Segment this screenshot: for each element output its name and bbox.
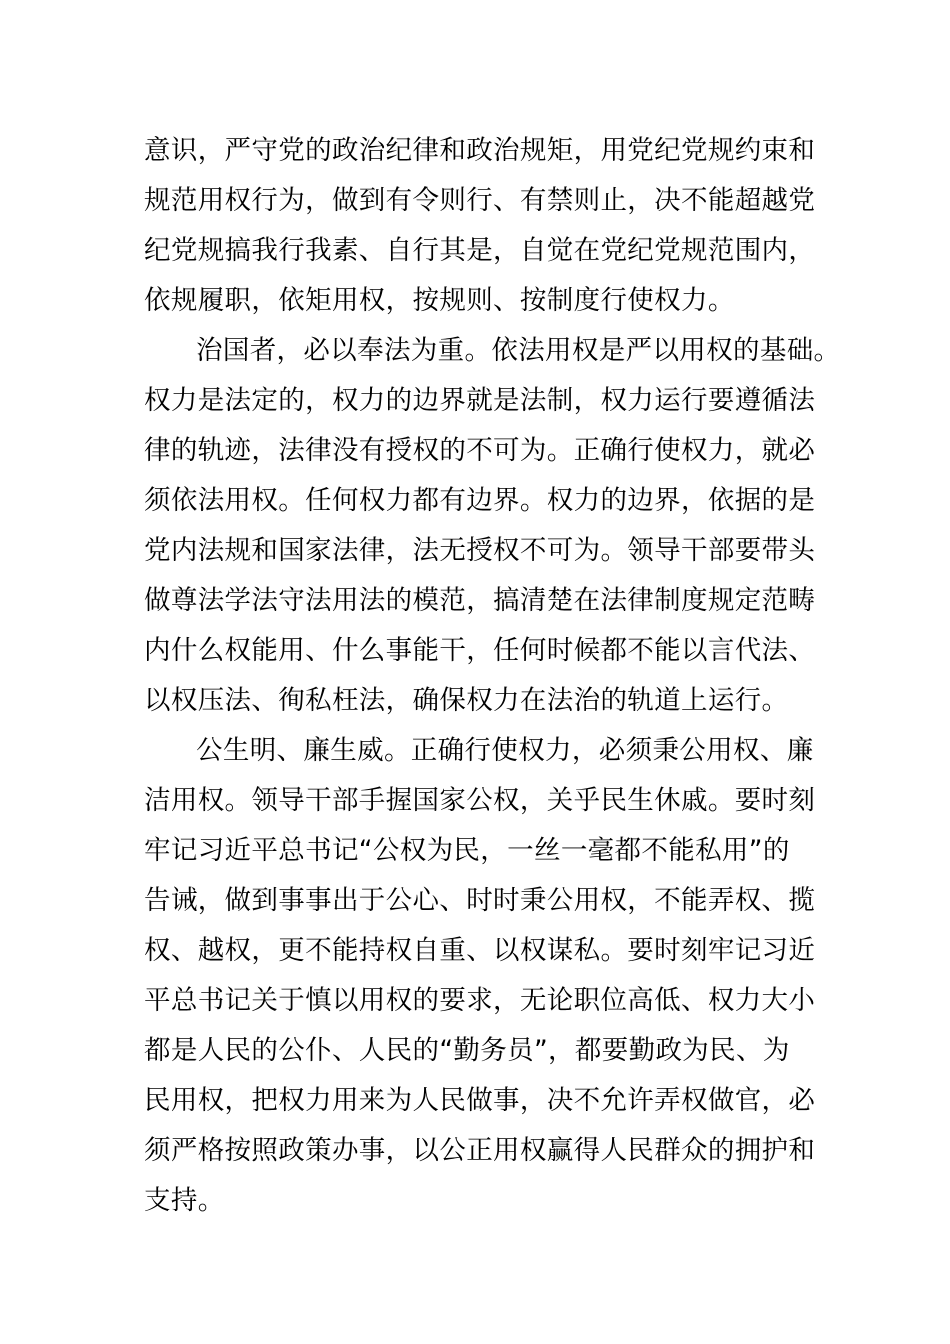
text-line: 民用权，把权力用来为人民做事，决不允许弄权做官，必: [144, 1085, 816, 1116]
text-line: 内什么权能用、什么事能干，任何时候都不能以言代法、: [144, 635, 816, 666]
text-line: 以权压法、徇私枉法，确保权力在法治的轨道上运行。: [144, 685, 789, 716]
text-line: 纪党规搞我行我素、自行其是，自觉在党纪党规范围内，: [144, 235, 816, 266]
paragraph-3: [144, 726, 816, 1226]
paragraph-1: [144, 126, 816, 326]
text-line: 洁用权。领导干部手握国家公权，关乎民生休戚。要时刻: [144, 785, 816, 816]
text-line: 规范用权行为，做到有令则行、有禁则止，决不能超越党: [144, 185, 816, 216]
body-text: [144, 126, 841, 1226]
text-line: 平总书记关于慎以用权的要求，无论职位高低、权力大小: [144, 985, 816, 1016]
text-line: 律的轨迹，法律没有授权的不可为。正确行使权力，就必: [144, 435, 816, 466]
paragraph-2: [144, 326, 841, 726]
text-line-indented: 公生明、廉生威。正确行使权力，必须秉公用权、廉: [196, 735, 814, 766]
text-line: 须严格按照政策办事，以公正用权赢得人民群众的拥护和: [144, 1135, 816, 1166]
text-line: 牢记习近平总书记“公权为民，一丝一毫都不能私用”的: [144, 835, 790, 866]
text-line: 意识，严守党的政治纪律和政治规矩，用党纪党规约束和: [144, 135, 816, 166]
text-line-indented: 治国者，必以奉法为重。依法用权是严以用权的基础。: [196, 335, 841, 366]
text-line: 支持。: [144, 1185, 225, 1216]
text-line: 都是人民的公仆、人民的“勤务员”，都要勤政为民、为: [144, 1035, 790, 1066]
text-line: 须依法用权。任何权力都有边界。权力的边界，依据的是: [144, 485, 816, 516]
text-line: 告诫，做到事事出于公心、时时秉公用权，不能弄权、揽: [144, 885, 816, 916]
text-line: 权、越权，更不能持权自重、以权谋私。要时刻牢记习近: [144, 935, 816, 966]
text-line: 权力是法定的，权力的边界就是法制，权力运行要遵循法: [144, 385, 816, 416]
text-line: 党内法规和国家法律，法无授权不可为。领导干部要带头: [144, 535, 816, 566]
text-line: 依规履职，依矩用权，按规则、按制度行使权力。: [144, 285, 735, 316]
text-line: 做尊法学法守法用法的模范，搞清楚在法律制度规定范畴: [144, 585, 816, 616]
